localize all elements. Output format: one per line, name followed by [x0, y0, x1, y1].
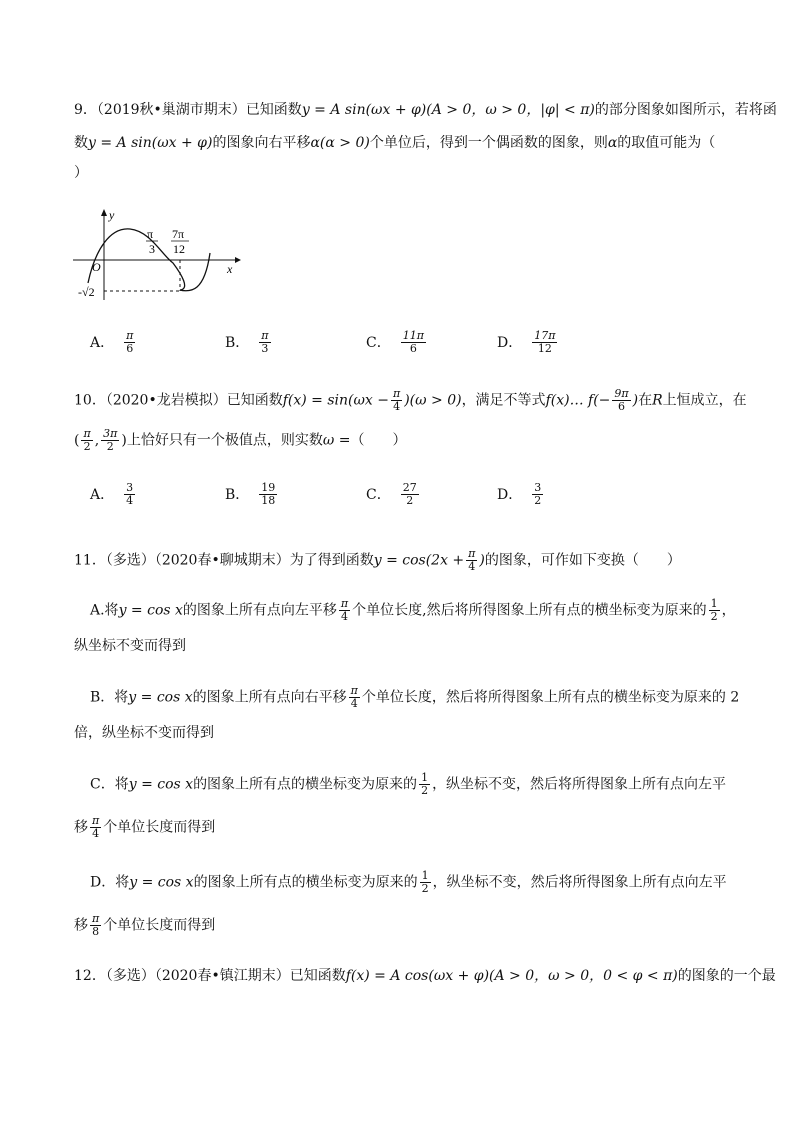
q9-number: 9． — [74, 102, 97, 118]
tick2-num: 7π — [172, 227, 185, 241]
q11-option-c[interactable] — [90, 772, 726, 797]
option-letter: A． — [90, 486, 115, 503]
option-den: 3 — [261, 342, 269, 355]
q11-option-b-line2 — [74, 723, 214, 743]
q10-r: R — [652, 392, 663, 409]
q11-text: 个单位长度而得到 — [103, 917, 216, 934]
option-letter: A． — [90, 334, 115, 351]
option-letter: D． — [497, 486, 523, 503]
q9-source: （2019秋•巢湖市期末） — [96, 102, 246, 118]
q11-text: B．将 — [90, 689, 129, 706]
q11-text: 的图象，可作如下变换（ ） — [484, 552, 681, 569]
q11-tag: （多选） — [105, 552, 155, 569]
tick2-den: 12 — [173, 242, 185, 256]
y-axis-arrow — [101, 209, 107, 216]
frac-num: π — [92, 814, 100, 827]
option-letter: D． — [497, 334, 523, 351]
q10-number: 10． — [74, 392, 106, 409]
q9-line2 — [74, 133, 715, 153]
q12-number: 12． — [74, 968, 106, 984]
tick1-num: π — [147, 227, 154, 241]
q12-text: 已知函数 — [289, 968, 346, 984]
q10-inequality: f(x)… f(− — [545, 392, 611, 409]
q9-option-b[interactable] — [225, 330, 273, 355]
frac-num: 1 — [421, 771, 429, 784]
option-den: 2 — [406, 494, 414, 507]
frac-num: π — [92, 912, 100, 925]
q10-blank: （ ） — [350, 432, 407, 449]
origin-label: O — [92, 260, 101, 274]
option-den: 4 — [126, 494, 134, 507]
option-den: 2 — [534, 494, 542, 507]
option-num: 3 — [534, 481, 542, 494]
frac-den: 4 — [92, 827, 100, 840]
q11-text: 移 — [74, 819, 88, 836]
q11-option-c-line2 — [74, 815, 215, 840]
q11-option-d[interactable] — [90, 870, 727, 895]
q11-text: 纵坐标不变而得到 — [74, 638, 186, 654]
frac-num: π — [83, 427, 91, 440]
q11-text: A.将 — [90, 602, 119, 619]
q9-text: 数 — [74, 135, 88, 151]
frac-num: 1 — [710, 597, 718, 610]
tick1-den: 3 — [149, 242, 155, 256]
frac-den: 2 — [421, 784, 429, 797]
q12-tag: （多选） — [105, 968, 155, 984]
x-axis-arrow — [235, 257, 241, 263]
q9-option-c[interactable] — [366, 330, 428, 355]
frac-num: 1 — [421, 869, 429, 882]
y-label: y — [109, 208, 115, 222]
frac-den: 2 — [710, 610, 718, 623]
option-den: 12 — [537, 342, 552, 355]
q9-line3 — [74, 163, 88, 183]
q10-interval: , — [94, 432, 100, 449]
q10-text: 上恰好只有一个极值点，则实数 — [126, 432, 323, 449]
frac-den: 2 — [421, 882, 429, 895]
option-num: 3 — [126, 481, 134, 494]
q11-function: y = cos(2x + — [373, 552, 465, 569]
frac-num: π — [392, 387, 401, 400]
q9-bracket: ） — [74, 165, 88, 181]
q11-text: 的图象上所有点向左平移 — [182, 602, 337, 619]
frac-den: 2 — [83, 440, 91, 453]
q10-line1 — [74, 388, 747, 413]
frac-den: 8 — [92, 925, 100, 938]
q10-interval: ) — [121, 432, 127, 449]
q11-text: ， — [721, 602, 736, 619]
q10-omega: ω = — [322, 432, 351, 449]
frac-num: π — [350, 684, 358, 697]
q9-function: y = A sin(ωx + φ)(A > 0，ω > 0，|φ| < π) — [301, 102, 595, 118]
x-label: x — [227, 262, 233, 276]
q10-option-b[interactable] — [225, 482, 279, 507]
q11-source: （2020春•聊城期末） — [154, 552, 290, 569]
q11-option-b[interactable] — [90, 685, 739, 710]
frac-num: π — [340, 597, 349, 610]
q11-text: D．将 — [90, 874, 130, 891]
q9-shift: α(α > 0) — [310, 135, 370, 151]
q10-function: f(x) = sin(ωx − — [282, 392, 389, 409]
option-num: 11π — [402, 329, 424, 342]
option-num: π — [126, 329, 134, 342]
q9-text: 已知函数 — [245, 102, 302, 118]
q9-function: y = A sin(ωx + φ) — [88, 135, 213, 151]
q9-graph — [70, 205, 245, 305]
q11-text: 的图象上所有点向右平移 — [192, 689, 347, 706]
q9-alpha: α — [607, 135, 618, 151]
q11-text: 个单位长度而得到 — [103, 819, 216, 836]
q10-option-c[interactable] — [366, 482, 421, 507]
option-letter: B． — [225, 486, 250, 503]
option-den: 6 — [126, 342, 134, 355]
option-num: π — [261, 329, 269, 342]
option-letter: C． — [366, 486, 391, 503]
q9-text: 的取值可能为（ — [617, 135, 716, 151]
frac-num: 3π — [103, 427, 118, 440]
q11-function: ) — [479, 552, 485, 569]
option-function: y = cos x — [129, 874, 194, 891]
q10-text: 上恒成立，在 — [662, 392, 747, 409]
q11-text: 个单位长度,然后将所得图象上所有点的横坐标变为原来的 — [352, 602, 707, 619]
option-num: 19 — [261, 481, 276, 494]
q10-line2 — [74, 428, 406, 453]
frac-den: 4 — [468, 560, 476, 573]
q11-text: 倍，纵坐标不变而得到 — [74, 725, 214, 741]
option-function: y = cos x — [128, 776, 194, 793]
q9-option-a[interactable] — [90, 330, 137, 355]
q9-text: 个单位后，得到一个偶函数的图象，则 — [369, 135, 608, 151]
q9-line1 — [74, 100, 777, 120]
min-label: -√2 — [78, 285, 95, 299]
q11-line1 — [74, 548, 681, 573]
q10-text: ，满足不等式 — [461, 392, 546, 409]
q12-source: （2020春•镇江期末） — [154, 968, 290, 984]
option-function: y = cos x — [118, 602, 183, 619]
option-den: 6 — [409, 342, 417, 355]
q9-option-d[interactable] — [497, 330, 559, 355]
q9-text: 的图象向右平移 — [212, 135, 311, 151]
q11-option-a-line2 — [74, 636, 186, 656]
frac-num: 9π — [614, 387, 629, 400]
q10-option-a[interactable] — [90, 482, 137, 507]
q11-text: 的图象上所有点的横坐标变为原来的 — [193, 874, 418, 891]
q11-text: 移 — [74, 917, 88, 934]
option-num: 27 — [402, 481, 417, 494]
q12-line1 — [74, 966, 776, 986]
q10-option-d[interactable] — [497, 482, 545, 507]
q10-inequality: ) — [632, 392, 639, 409]
q11-text: 的图象上所有点的横坐标变为原来的 — [193, 776, 418, 793]
option-letter: B． — [225, 334, 250, 351]
option-num: 17π — [534, 329, 556, 342]
option-den: 18 — [261, 494, 276, 507]
q11-option-d-line2 — [74, 913, 215, 938]
q12-function: f(x) = A cos(ωx + φ)(A > 0，ω > 0，0 < φ < π) — [345, 968, 678, 984]
q10-text: 已知函数 — [226, 392, 283, 409]
q10-function: )(ω > 0) — [404, 392, 462, 409]
q11-text: 个单位长度，然后将所得图象上所有点的横坐标变为原来的 2 — [361, 689, 740, 706]
q11-text: 为了得到函数 — [289, 552, 374, 569]
q9-text: 的部分图象如图所示，若将函 — [594, 102, 777, 118]
q10-text: 在 — [638, 392, 653, 409]
frac-den: 6 — [618, 400, 625, 413]
option-letter: C． — [366, 334, 391, 351]
q11-number: 11． — [74, 552, 106, 569]
frac-den: 2 — [106, 440, 114, 453]
frac-den: 4 — [393, 400, 401, 413]
frac-den: 4 — [350, 697, 358, 710]
q12-text: 的图象的一个最 — [677, 968, 776, 984]
q10-source: （2020•龙岩模拟） — [105, 392, 227, 409]
q11-text: ，纵坐标不变，然后将所得图象上所有点向左平 — [432, 874, 727, 891]
q11-option-a[interactable] — [90, 598, 736, 623]
q11-text: C．将 — [90, 776, 129, 793]
q11-text: ，纵坐标不变，然后将所得图象上所有点向左平 — [432, 776, 727, 793]
frac-num: π — [468, 547, 476, 560]
q10-interval: ( — [74, 432, 80, 449]
option-function: y = cos x — [128, 689, 193, 706]
frac-den: 4 — [341, 610, 349, 623]
